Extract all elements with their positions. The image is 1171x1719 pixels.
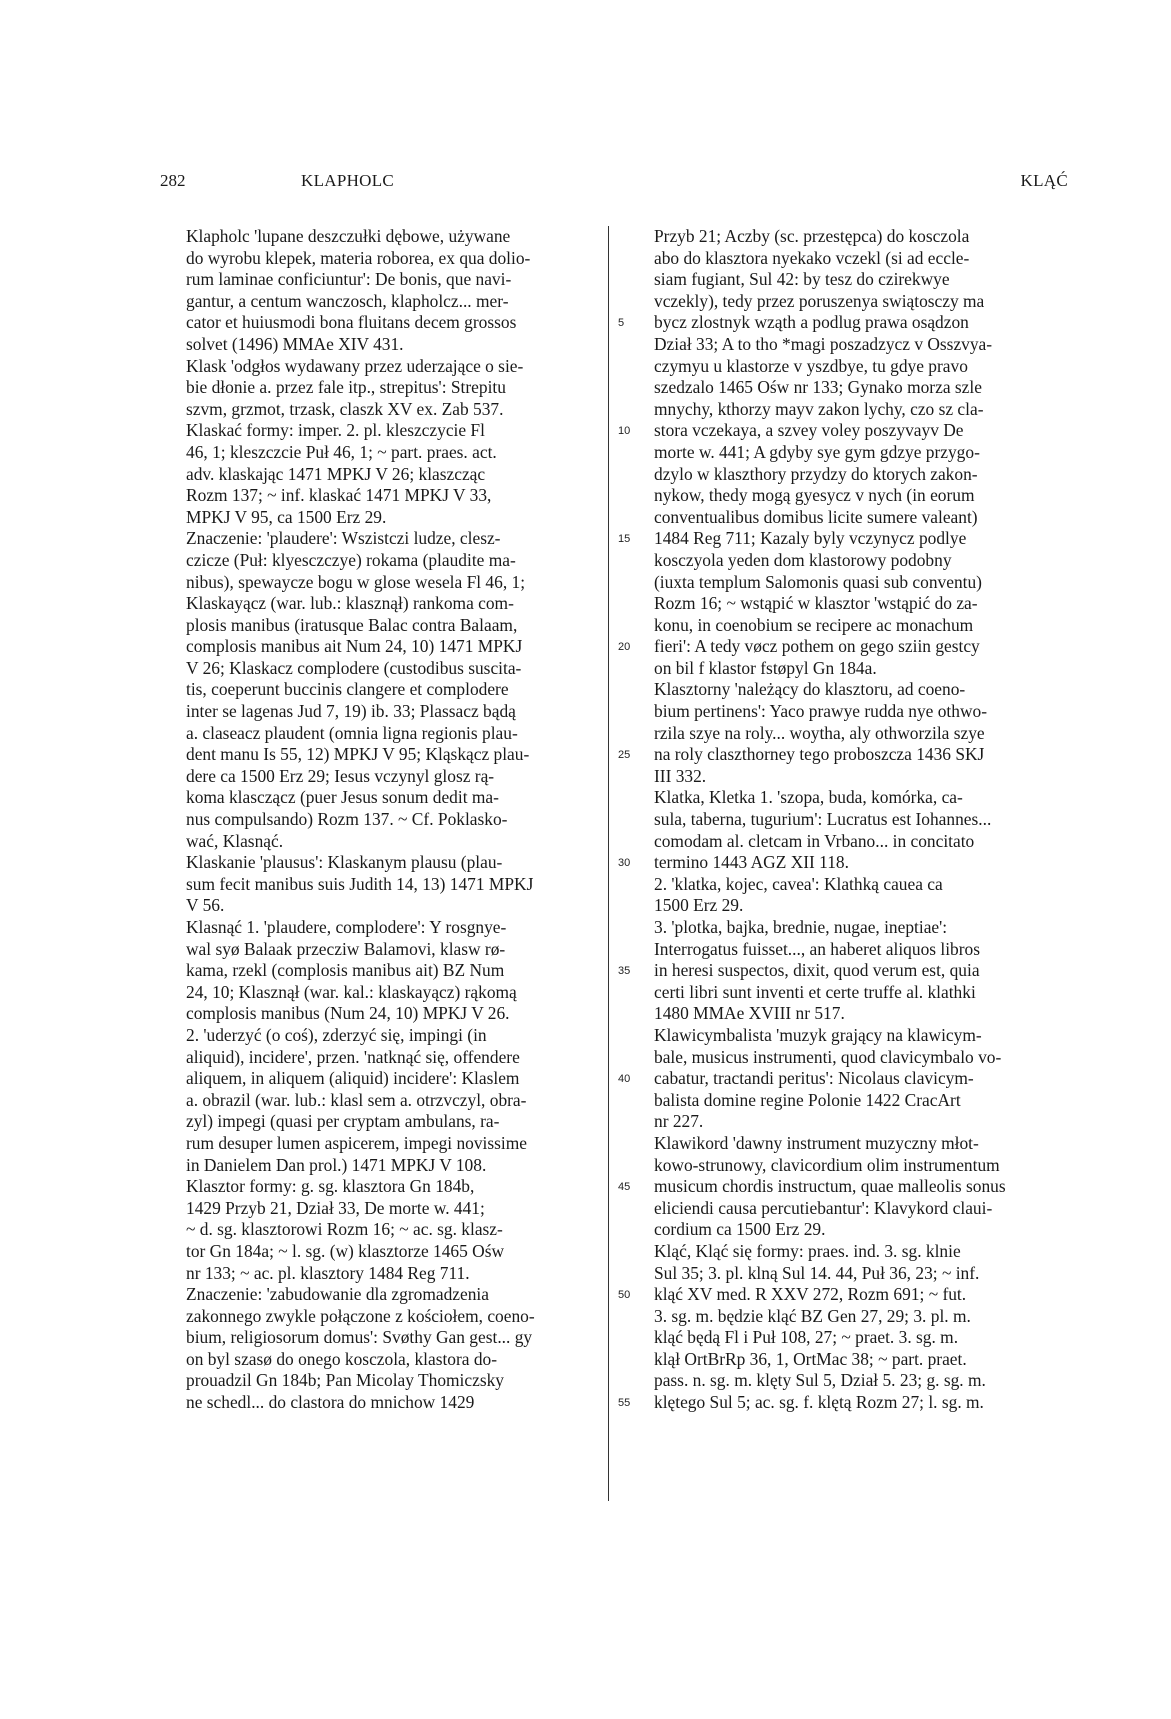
text-line: rum desuper lumen aspicerem, impegi novissime (186, 1132, 527, 1153)
line-number: 5 (618, 317, 625, 330)
text-line: nykow, thedy mogą gyesycz v nych (in eorum (654, 485, 975, 506)
right-column (654, 226, 1067, 1414)
text-line: complosis manibus ait Num 24, 10) 1471 MPKJ (186, 636, 523, 657)
text-line: zakonnego zwykle połączone z kościołem, coeno- (186, 1305, 535, 1326)
text-line: do wyrobu klepek, materia roborea, ex qua dolio- (186, 247, 531, 268)
text-line: sula, taberna, tugurium': Lucratus est Iohannes... (654, 809, 992, 830)
text-line: plosis manibus (iratusque Balac contra Balaam, (186, 614, 518, 635)
text-line: ~ d. sg. klasztorowi Rozm 16; ~ ac. sg. klasz- (186, 1219, 503, 1240)
line-number: 50 (618, 1289, 631, 1302)
text-line: inter se lagenas Jud 7, 19) ib. 33; Plassacz bądą (186, 701, 516, 722)
text-line: tis, coeperunt buccinis clangere et complodere (186, 679, 509, 700)
text-line: pass. n. sg. m. klęty Sul 5, Dział 5. 23; g. sg. m. (654, 1370, 986, 1391)
text-line: Interrogatus fuisset..., an haberet aliquos libros (654, 938, 980, 959)
text-line: dent manu Is 55, 12) MPKJ V 95; Kląskącz plau- (186, 744, 530, 765)
running-head-right: KLĄĆ (1020, 171, 1068, 190)
line-number: 20 (618, 641, 631, 654)
text-line: Kląć, Kląć się formy: praes. ind. 3. sg. klnie (654, 1240, 961, 1261)
text-line: balista domine regine Polonie 1422 CracArt (654, 1089, 961, 1110)
text-line: V 26; Klaskacz complodere (custodibus suscita- (186, 657, 522, 678)
text-line: Znaczenie: 'plaudere': Wszistczi ludze, clesz- (186, 528, 501, 549)
text-line: na roly claszthorney tego proboszcza 1436 SKJ (654, 744, 985, 765)
text-line: vczekly), tedy przez poruszenya swiątosczy ma (654, 290, 985, 311)
text-line: Rozm 16; ~ wstąpić w klasztor 'wstąpić do za- (654, 593, 978, 614)
text-line: 2. 'klatka, kojec, cavea': Klathką cauea ca (654, 873, 943, 894)
text-line: dzylo w klaszthory przydzy do ktorych zakon- (654, 463, 978, 484)
text-line: prouadzil Gn 184b; Pan Micolay Thomiczsky (186, 1370, 504, 1391)
text-line: comodam al. cletcam in Vrbano... in concitato (654, 830, 975, 851)
text-line: Klaskanie 'plausus': Klaskanym plausu (plau- (186, 852, 503, 873)
text-line: III 332. (654, 765, 707, 786)
text-line: Klapholc 'lupane deszczułki dębowe, używane (186, 226, 511, 246)
text-line: musicum chordis instructum, quae malleolis sonus (654, 1176, 1006, 1197)
text-line: nr 227. (654, 1111, 704, 1132)
text-line: adv. klaskając 1471 MPKJ V 26; klaszcząc (186, 463, 486, 484)
text-line: stora vczekaya, a szvey voley poszyvayv De (654, 420, 964, 441)
text-line: bie dłonie a. przez fale itp., strepitus': Strepitu (186, 377, 506, 398)
text-line: tor Gn 184a; ~ l. sg. (w) klasztorze 1465 Ośw (186, 1240, 505, 1261)
text-line: ne schedl... do clastora do mnichow 1429 (186, 1392, 475, 1413)
text-line: rzila szye na roly... woytha, aly othworzila szye (654, 722, 985, 743)
text-line: 1429 Przyb 21, Dział 33, De morte w. 441; (186, 1197, 485, 1218)
page-number: 282 (160, 171, 186, 190)
text-line: Przyb 21; Aczby (sc. przestępca) do kosczola (654, 226, 970, 246)
text-line: on bil f klastor fstøpyl Gn 184a. (654, 657, 877, 678)
text-line: conventualibus domibus licite sumere valeant) (654, 506, 978, 527)
text-line: nr 133; ~ ac. pl. klasztory 1484 Reg 711. (186, 1262, 470, 1283)
text-line: 1480 MMAe XVIII nr 517. (654, 1003, 845, 1024)
text-line: MPKJ V 95, ca 1500 Erz 29. (186, 506, 387, 527)
text-line: V 56. (186, 895, 225, 916)
text-line: Klaskayącz (war. lub.: klasznął) rankoma com- (186, 593, 514, 614)
line-number: 35 (618, 965, 631, 978)
text-line: mnychy, kthorzy mayv zakon lychy, czo sz cla- (654, 398, 984, 419)
text-line: aliquid), incidere', przen. 'natknąć się, offendere (186, 1046, 520, 1067)
text-line: rum laminae conficiuntur': De bonis, que navi- (186, 269, 512, 290)
text-line: morte w. 441; A gdyby sye gym gdzye przygo- (654, 441, 980, 462)
text-line: gantur, a centum wanczosch, klapholcz... mer- (186, 290, 509, 311)
text-line: Klask 'odgłos wydawany przez uderzające o sie- (186, 355, 524, 376)
text-line: Znaczenie: 'zabudowanie dla zgromadzenia (186, 1284, 489, 1305)
text-line: Klawicymbalista 'muzyk grający na klawicym- (654, 1024, 982, 1045)
text-line: Dział 33; A to tho *magi poszadzycz v Osszvya- (654, 333, 993, 354)
running-header (160, 171, 1068, 197)
text-line: complosis manibus (Num 24, 10) MPKJ V 26. (186, 1003, 510, 1024)
text-line: kląć XV med. R XXV 272, Rozm 691; ~ fut. (654, 1284, 967, 1305)
line-number: 30 (618, 857, 631, 870)
text-line: koma klasczącz (puer Jesus sonum dedit ma- (186, 787, 499, 808)
text-line: cordium ca 1500 Erz 29. (654, 1219, 826, 1240)
text-line: in heresi suspectos, dixit, quod verum est, quia (654, 960, 980, 981)
text-line: 24, 10; Klasznął (war. kal.: klaskayącz) rąkomą (186, 981, 517, 1002)
text-line: termino 1443 AGZ XII 118. (654, 852, 849, 873)
text-line: abo do klasztora nyekako vczekl (si ad eccle- (654, 247, 970, 268)
text-line: Klasztor formy: g. sg. klasztora Gn 184b, (186, 1176, 475, 1197)
text-line: cabatur, tractandi peritus': Nicolaus clavicym- (654, 1068, 974, 1089)
text-line: konu, in coenobium se recipere ac monachum (654, 614, 974, 635)
text-line: 1500 Erz 29. (654, 895, 744, 916)
text-line: sum fecit manibus suis Judith 14, 13) 1471 MPKJ (186, 873, 534, 894)
text-line: a. claseacz plaudent (omnia ligna regionis plau- (186, 722, 518, 743)
text-line: czymyu u klastorze v yszdbye, tu gdye pravo (654, 355, 968, 376)
text-line: bium pertinens': Yaco prawye rudda nye othwo- (654, 701, 988, 722)
line-number: 45 (618, 1181, 631, 1194)
text-line: cator et huiusmodi bona fluitans decem grossos (186, 312, 517, 333)
text-line: 2. 'uderzyć (o coś), zderzyć się, impingi (in (186, 1024, 487, 1045)
text-line: wal syø Balaak przecziw Balamovi, klasw rø- (186, 938, 506, 959)
text-line: on byl szasø do onego kosczola, klastora do- (186, 1348, 498, 1369)
text-line: 3. 'plotka, bajka, brednie, nugae, ineptiae': (654, 917, 948, 937)
text-line: Klawikord 'dawny instrument muzyczny młot- (654, 1132, 979, 1153)
line-number: 40 (618, 1073, 631, 1086)
text-line: dere ca 1500 Erz 29; Iesus vczynyl glosz rą- (186, 765, 495, 786)
text-line: 46, 1; kleszczcie Puł 46, 1; ~ part. praes. act. (186, 441, 497, 462)
text-line: aliquem, in aliquem (aliquid) incidere': Klaslem (186, 1068, 520, 1089)
text-line: a. obrazil (war. lub.: klasl sem a. otrzvczyl, obra- (186, 1089, 527, 1110)
text-line: bale, musicus instrumenti, quod clavicymbalo vo- (654, 1046, 1002, 1067)
text-line: bium, religiosorum domus': Svøthy Gan gest... gy (186, 1327, 533, 1348)
left-column (186, 226, 599, 1414)
text-line: Klaskać formy: imper. 2. pl. kleszczycie Fl (186, 420, 485, 441)
text-line: klętego Sul 5; ac. sg. f. klętą Rozm 27; l. sg. m. (654, 1392, 984, 1413)
text-line: klął OrtBrRp 36, 1, OrtMac 38; ~ part. praet. (654, 1348, 967, 1369)
text-line: eliciendi causa percutiebantur': Klavykord claui- (654, 1197, 993, 1218)
text-line: kląć będą Fl i Puł 108, 27; ~ praet. 3. sg. m. (654, 1327, 959, 1348)
text-line: bycz zlostnyk wząth a podlug prawa osądzon (654, 312, 969, 333)
text-line: czicze (Puł: klyesczczye) rokama (plaudite ma- (186, 549, 516, 570)
text-line: Klatka, Kletka 1. 'szopa, buda, komórka, ca- (654, 787, 963, 808)
text-line: solvet (1496) MMAe XIV 431. (186, 333, 404, 354)
text-line: kama, rzekl (complosis manibus ait) BZ Num (186, 960, 505, 981)
text-line: nibus), spewaycze bogu w glose wesela Fl 46, 1; (186, 571, 526, 592)
text-line: 1484 Reg 711; Kazaly byly vczynycz podlye (654, 528, 967, 549)
line-number: 25 (618, 749, 631, 762)
text-line: in Danielem Dan prol.) 1471 MPKJ V 108. (186, 1154, 487, 1175)
text-line: kosczyola yeden dom klastorowy podobny (654, 549, 952, 570)
text-line: nus compulsando) Rozm 137. ~ Cf. Poklasko- (186, 809, 508, 830)
text-line: wać, Klasnąć. (186, 830, 284, 851)
text-line: fieri': A tedy vøcz pothem on gego sziin gestcy (654, 636, 980, 657)
line-number: 10 (618, 425, 631, 438)
line-number: 55 (618, 1397, 631, 1410)
text-line: Klasztorny 'należący do klasztoru, ad coeno- (654, 679, 966, 700)
text-line: szvm, grzmot, trzask, claszk XV ex. Zab 537. (186, 398, 504, 419)
line-number: 15 (618, 533, 631, 546)
text-line: Sul 35; 3. pl. klną Sul 14. 44, Puł 36, 23; ~ inf. (654, 1262, 980, 1283)
column-divider (608, 226, 609, 1501)
text-line: 3. sg. m. będzie kląć BZ Gen 27, 29; 3. pl. m. (654, 1305, 971, 1326)
text-line: certi libri sunt inventi et certe truffe al. klathki (654, 981, 976, 1002)
text-line: szedzalo 1465 Ośw nr 133; Gynako morza szle (654, 377, 982, 398)
text-line: Klasnąć 1. 'plaudere, complodere': Y rosgnye- (186, 917, 507, 937)
text-line: zyl) impegi (quasi per cryptam ambulans, ra- (186, 1111, 500, 1132)
text-line: kowo-strunowy, clavicordium olim instrumentum (654, 1154, 1000, 1175)
running-head-left: KLAPHOLC (301, 171, 395, 190)
text-line: siam fugiant, Sul 42: by tesz do czirekwye (654, 269, 950, 290)
text-line: Rozm 137; ~ inf. klaskać 1471 MPKJ V 33, (186, 485, 492, 506)
text-line: (iuxta templum Salomonis quasi sub conventu) (654, 571, 982, 592)
